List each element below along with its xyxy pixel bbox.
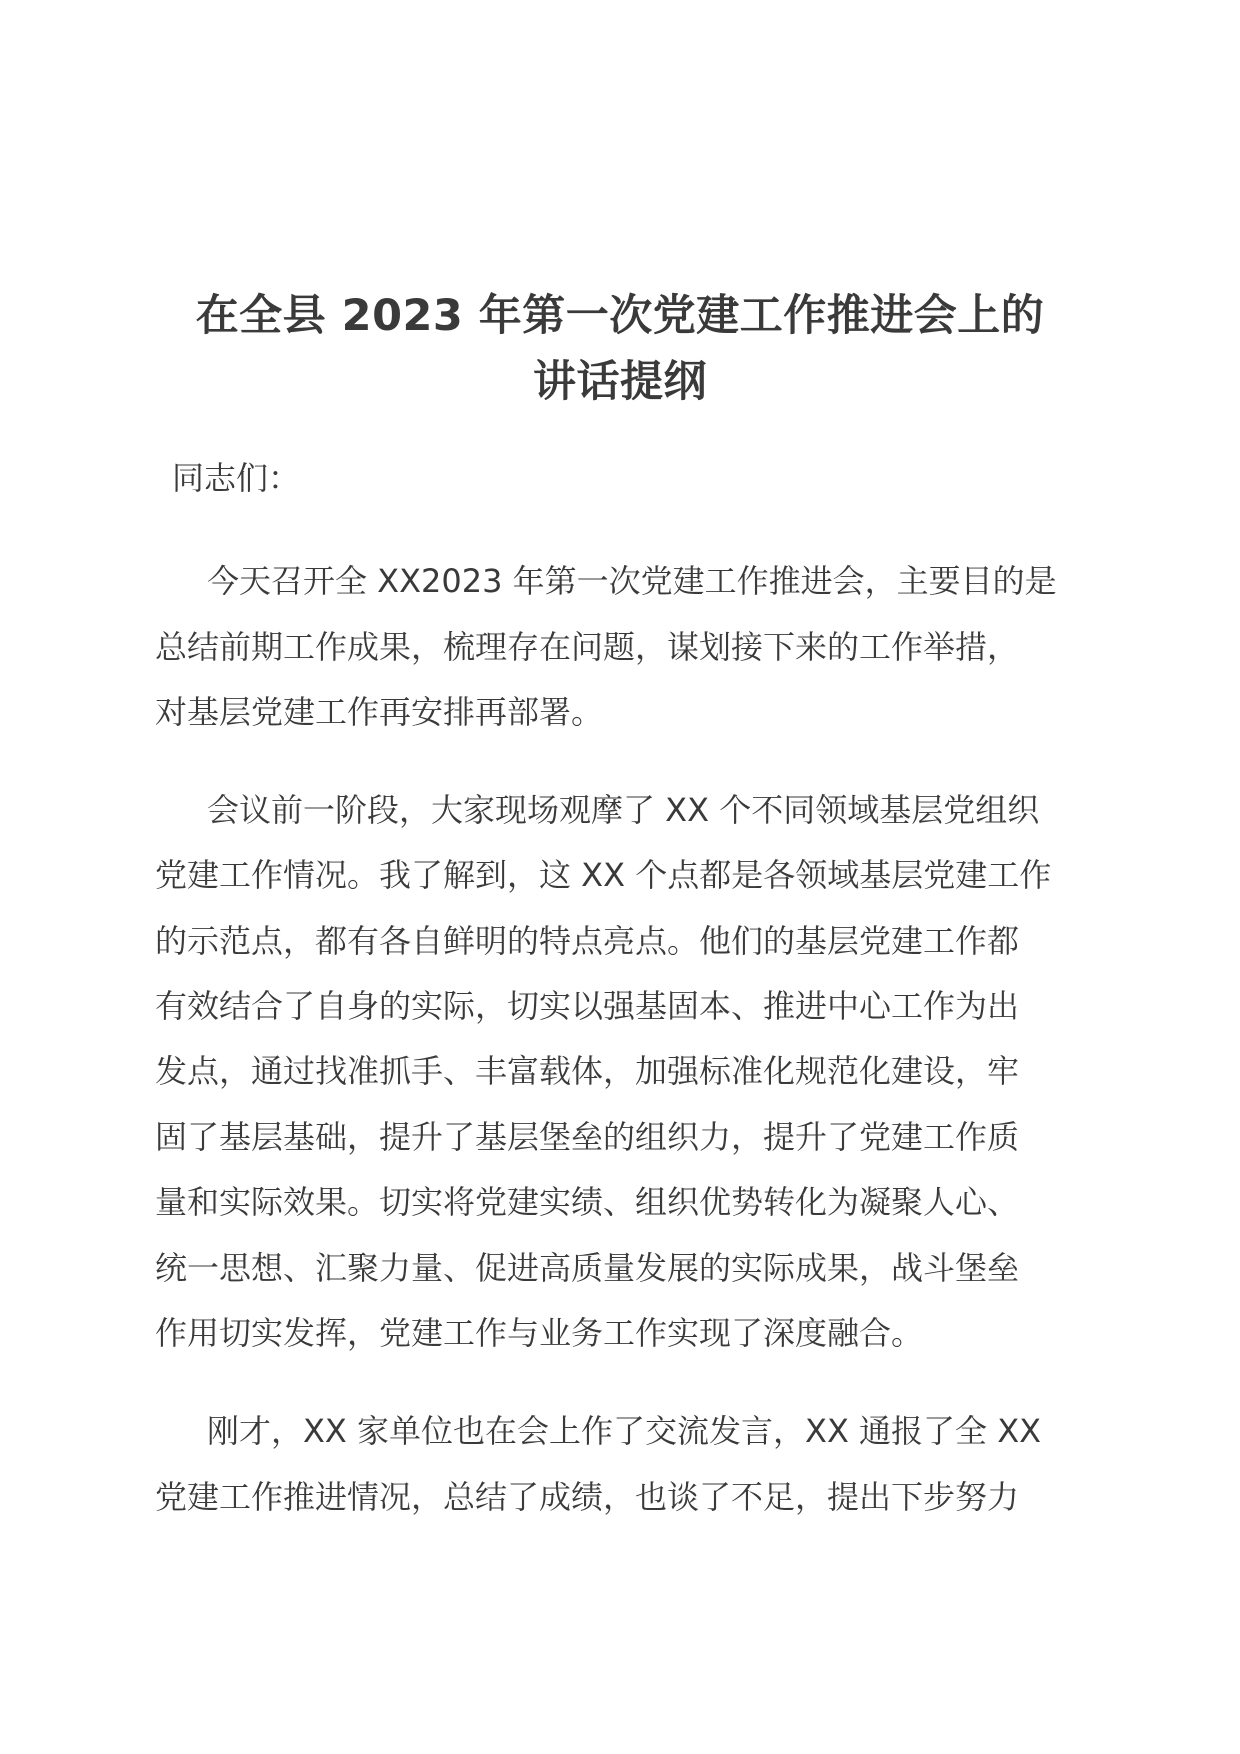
paragraph-1-line-1: 今天召开全 XX2023 年第一次党建工作推进会，主要目的是 (207, 562, 1057, 600)
paragraph-2-line-6: 固了基层基础，提升了基层堡垒的组织力，提升了党建工作质 (155, 1118, 1020, 1156)
paragraph-1-line-3: 对基层党建工作再安排再部署。 (155, 693, 604, 731)
paragraph-2-line-7: 量和实际效果。切实将党建实绩、组织优势转化为凝聚人心、 (155, 1183, 1020, 1221)
paragraph-2-line-5: 发点，通过找准抓手、丰富载体，加强标准化规范化建设，牢 (155, 1052, 1020, 1090)
paragraph-3-line-2: 党建工作推进情况，总结了成绩，也谈了不足，提出下步努力 (155, 1478, 1020, 1516)
paragraph-2-line-3: 的示范点，都有各自鲜明的特点亮点。他们的基层党建工作都 (155, 922, 1020, 960)
paragraph-2-line-4: 有效结合了自身的实际，切实以强基固本、推进中心工作为出 (155, 987, 1020, 1025)
paragraph-2-line-8: 统一思想、汇聚力量、促进高质量发展的实际成果，战斗堡垒 (155, 1249, 1020, 1287)
paragraph-2-line-9: 作用切实发挥，党建工作与业务工作实现了深度融合。 (155, 1314, 924, 1352)
paragraph-3-line-1: 刚才，XX 家单位也在会上作了交流发言，XX 通报了全 XX (207, 1412, 1042, 1450)
paragraph-2-line-2: 党建工作情况。我了解到，这 XX 个点都是各领域基层党建工作 (155, 856, 1052, 894)
document-title-line-2: 讲话提纲 (533, 357, 707, 407)
paragraph-2-line-1: 会议前一阶段，大家现场观摩了 XX 个不同领域基层党组织 (207, 791, 1040, 829)
paragraph-1-line-2: 总结前期工作成果，梳理存在问题，谋划接下来的工作举措， (155, 628, 1020, 666)
salutation: 同志们： (172, 459, 301, 497)
document-title-line-1: 在全县 2023 年第一次党建工作推进会上的 (195, 291, 1045, 341)
